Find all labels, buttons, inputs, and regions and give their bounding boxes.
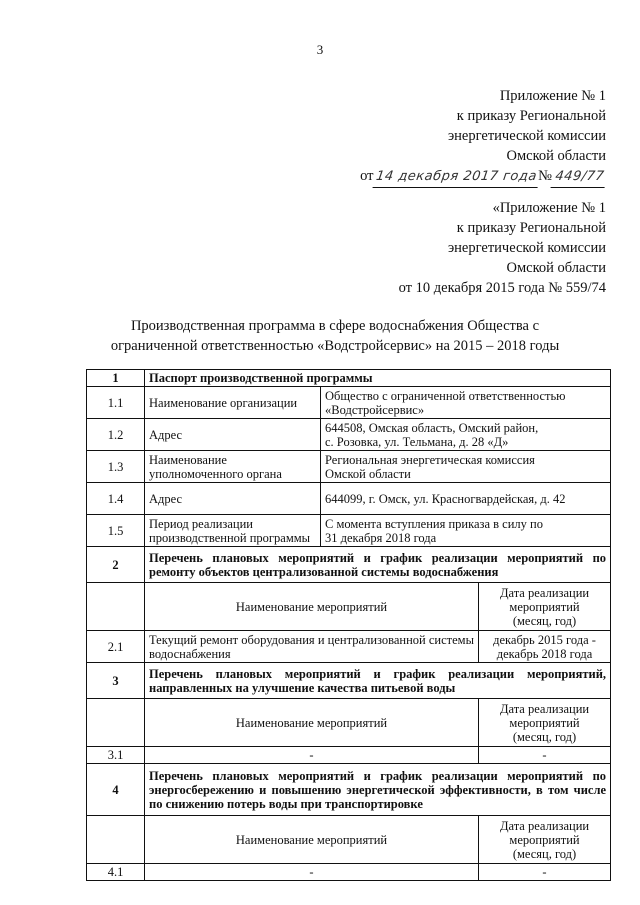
section-1-title: Паспорт производственной программы xyxy=(145,370,611,387)
header-date-line3: (месяц, год) xyxy=(512,846,577,861)
appendix-previous-line2: к приказу Региональной xyxy=(456,220,606,236)
row-1-2-value-line2: с. Розовка, ул. Тельмана, д. 28 «Д» xyxy=(325,434,509,449)
row-3-1-name: - xyxy=(145,747,479,764)
header-date-line1: Дата реализации xyxy=(499,818,590,833)
section-2-title: Перечень плановых мероприятий и график реализации мероприятий по ремонту объектов централизованной системы водоснабжения xyxy=(145,547,611,583)
row-1-2-number: 1.2 xyxy=(87,419,145,451)
row-1-1-value: Общество с ограниченной ответственностью «Водстройсервис» xyxy=(321,387,611,419)
section-2-header-date xyxy=(479,583,611,631)
document-title xyxy=(70,316,600,356)
appendix-previous-line1: «Приложение № 1 xyxy=(492,200,606,216)
appendix-previous-line3: энергетической комиссии xyxy=(447,240,606,256)
header-date-line2: мероприятий xyxy=(509,715,580,730)
row-1-3-label-line1: Наименование xyxy=(149,452,227,467)
section-2-header-row xyxy=(87,583,611,631)
appendix-current-line2: к приказу Региональной xyxy=(456,108,606,124)
table-row xyxy=(87,483,611,515)
header-date-line2: мероприятий xyxy=(509,832,580,847)
section-4-title: Перечень плановых мероприятий и график реализации мероприятий по энергосбережению и повышению энергетической эффективности, в том числе по снижению потерь воды при транспортировке xyxy=(145,764,611,816)
row-3-1-number: 3.1 xyxy=(87,747,145,764)
number-prefix: № xyxy=(538,168,552,184)
section-2-header-blank xyxy=(87,583,145,631)
header-date-line3: (месяц, год) xyxy=(512,613,577,628)
section-3-header-row xyxy=(87,699,611,747)
table-row xyxy=(87,419,611,451)
appendix-previous-line5: от 10 декабря 2015 года № 559/74 xyxy=(398,280,606,296)
row-1-5-value-line2: 31 декабря 2018 года xyxy=(325,530,437,545)
table-row xyxy=(87,515,611,547)
section-4-header-name: Наименование мероприятий xyxy=(145,816,479,864)
row-2-1-number: 2.1 xyxy=(87,631,145,663)
appendix-current-line3: энергетической комиссии xyxy=(447,128,606,144)
header-date-line2: мероприятий xyxy=(509,599,580,614)
row-1-2-label: Адрес xyxy=(145,419,321,451)
row-1-4-label: Адрес xyxy=(145,483,321,515)
section-2-row xyxy=(87,547,611,583)
header-date-line1: Дата реализации xyxy=(499,585,590,600)
row-1-2-value-line1: 644508, Омская область, Омский район, xyxy=(325,420,539,435)
handwritten-number: 449/77 xyxy=(551,167,608,188)
row-2-1-name: Текущий ремонт оборудования и централизованной системы водоснабжения xyxy=(145,631,479,663)
header-date-line1: Дата реализации xyxy=(499,701,590,716)
title-line2: ограниченной ответственностью «Водстройсервис» на 2015 – 2018 годы xyxy=(110,338,560,354)
appendix-current xyxy=(360,86,606,188)
row-4-1-name: - xyxy=(145,864,479,881)
section-2-header-name: Наименование мероприятий xyxy=(145,583,479,631)
row-1-3-number: 1.3 xyxy=(87,451,145,483)
row-1-5-label xyxy=(145,515,321,547)
table-row xyxy=(87,864,611,881)
production-program-table xyxy=(86,369,611,881)
section-3-header-date xyxy=(479,699,611,747)
date-prefix: от xyxy=(360,168,374,184)
section-4-header-blank xyxy=(87,816,145,864)
row-1-4-number: 1.4 xyxy=(87,483,145,515)
section-3-number: 3 xyxy=(87,663,145,699)
table-row xyxy=(87,631,611,663)
row-1-3-label xyxy=(145,451,321,483)
section-4-header-row xyxy=(87,816,611,864)
row-1-1-number: 1.1 xyxy=(87,387,145,419)
row-1-5-number: 1.5 xyxy=(87,515,145,547)
section-3-header-name: Наименование мероприятий xyxy=(145,699,479,747)
row-3-1-date: - xyxy=(479,747,611,764)
row-1-2-value xyxy=(321,419,611,451)
row-4-1-number: 4.1 xyxy=(87,864,145,881)
row-1-5-label-line2: производственной программы xyxy=(149,530,311,545)
row-1-5-label-line1: Период реализации xyxy=(149,516,253,531)
header-date-line3: (месяц, год) xyxy=(512,729,577,744)
table-row xyxy=(87,747,611,764)
title-line1: Производственная программа в сфере водоснабжения Общества с xyxy=(130,318,540,334)
row-1-1-label: Наименование организации xyxy=(145,387,321,419)
row-2-1-date xyxy=(479,631,611,663)
page-number: 3 xyxy=(316,42,324,57)
section-4-row xyxy=(87,764,611,816)
section-3-title: Перечень плановых мероприятий и график реализации мероприятий, направленных на улучшение качества питьевой воды xyxy=(145,663,611,699)
row-2-1-date-line2: декабрь 2018 года xyxy=(496,646,593,661)
section-2-number: 2 xyxy=(87,547,145,583)
table-row xyxy=(87,451,611,483)
section-4-header-date xyxy=(479,816,611,864)
row-1-5-value-line1: С момента вступления приказа в силу по xyxy=(325,516,543,531)
handwritten-date: 14 декабря 2017 года xyxy=(372,167,540,188)
appendix-current-line1: Приложение № 1 xyxy=(499,88,606,104)
table-row xyxy=(87,387,611,419)
row-4-1-date: - xyxy=(479,864,611,881)
row-1-3-value-line2: Омской области xyxy=(325,466,411,481)
appendix-previous-line4: Омской области xyxy=(506,260,606,276)
row-1-3-value xyxy=(321,451,611,483)
appendix-current-line4: Омской области xyxy=(506,148,606,164)
section-3-header-blank xyxy=(87,699,145,747)
row-1-5-value xyxy=(321,515,611,547)
section-4-number: 4 xyxy=(87,764,145,816)
section-3-row xyxy=(87,663,611,699)
section-1-number: 1 xyxy=(87,370,145,387)
section-1-row xyxy=(87,370,611,387)
row-1-3-label-line2: уполномоченного органа xyxy=(149,466,282,481)
appendix-previous xyxy=(399,198,606,298)
appendix-current-date-line xyxy=(360,166,606,188)
row-2-1-date-line1: декабрь 2015 года - xyxy=(493,632,596,647)
row-1-3-value-line1: Региональная энергетическая комиссия xyxy=(325,452,535,467)
row-1-4-value: 644099, г. Омск, ул. Красногвардейская, д. 42 xyxy=(321,483,611,515)
